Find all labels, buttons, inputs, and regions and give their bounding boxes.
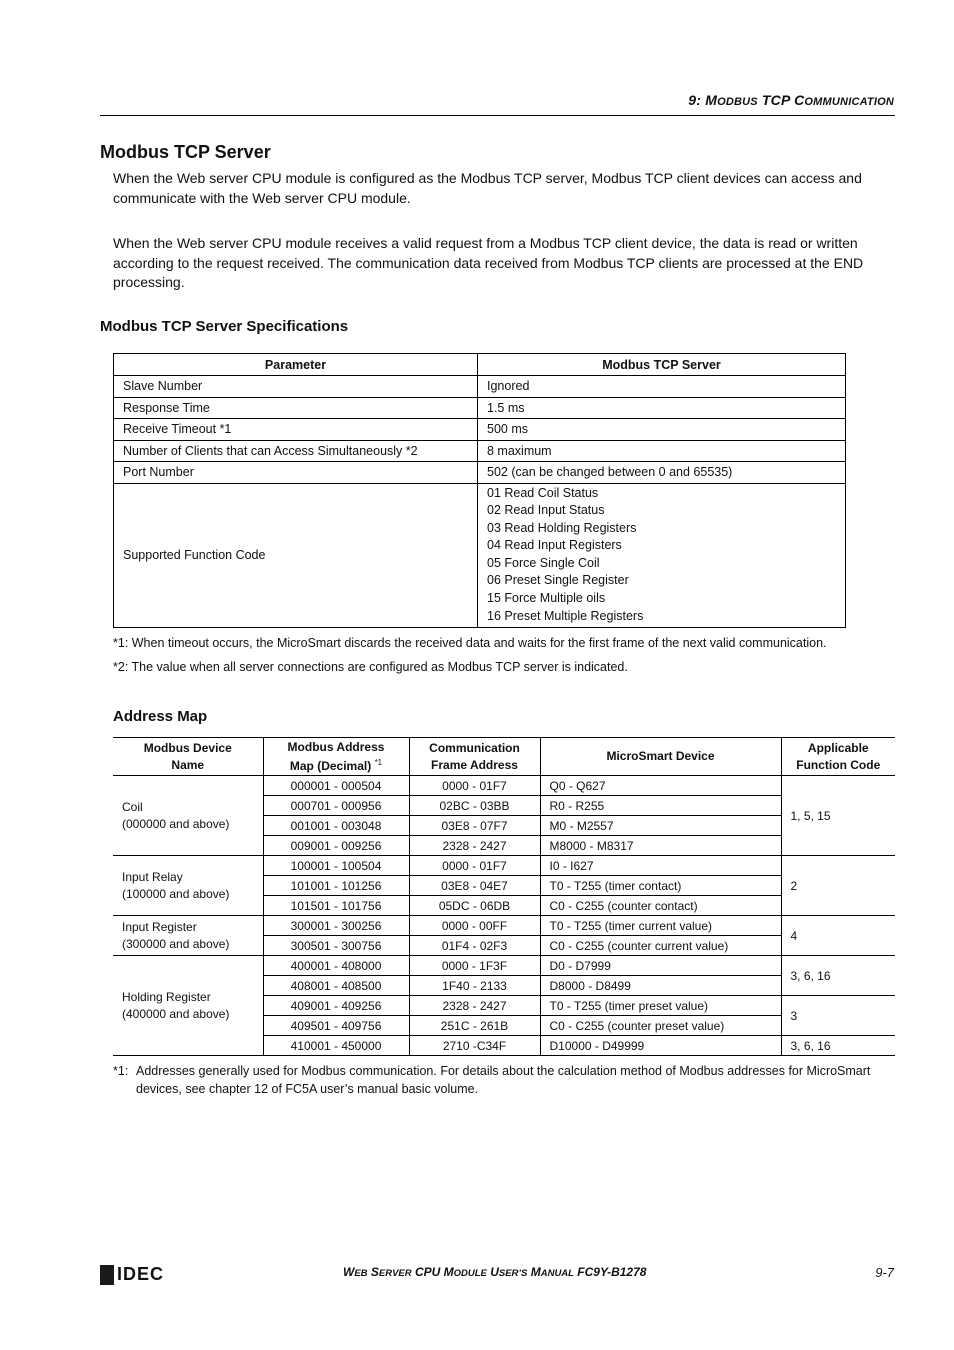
- spec-header-server: Modbus TCP Server: [478, 354, 846, 376]
- microsmart-device: D8000 - D8499: [540, 976, 781, 996]
- modbus-address: 409001 - 409256: [263, 996, 409, 1016]
- frame-address: 1F40 - 2133: [409, 976, 540, 996]
- modbus-address: 408001 - 408500: [263, 976, 409, 996]
- header-address-map: [263, 738, 409, 776]
- footer-title-part: S: [367, 1265, 379, 1279]
- microsmart-device: C0 - C255 (counter contact): [540, 896, 781, 916]
- chapter-header: [688, 92, 894, 108]
- device-name: Coil: [122, 800, 143, 814]
- spec-row-fc: [114, 483, 846, 628]
- modbus-address: 300001 - 300256: [263, 916, 409, 936]
- device-range: (400000 and above): [122, 1006, 230, 1021]
- function-code-item: 02 Read Input Status: [487, 503, 605, 518]
- microsmart-device: R0 - R255: [540, 796, 781, 816]
- logo-mark-icon: [100, 1265, 114, 1285]
- header-function-code: [781, 738, 895, 776]
- spec-fc-label: Supported Function Code: [114, 483, 478, 628]
- modbus-address: 300501 - 300756: [263, 936, 409, 956]
- function-code-item: 04 Read Input Registers: [487, 538, 622, 553]
- function-code-item: 05 Force Single Coil: [487, 555, 600, 570]
- chapter-title-part: ODBUS: [717, 96, 758, 108]
- spec-value: 8 maximum: [478, 440, 846, 462]
- footer-title-part: M: [527, 1265, 541, 1279]
- frame-address: 01F4 - 02F3: [409, 936, 540, 956]
- modbus-address: 409501 - 409756: [263, 1016, 409, 1036]
- function-code-item: 15 Force Multiple oils: [487, 591, 606, 606]
- function-code: 3, 6, 16: [781, 956, 895, 996]
- device-name-cell: [113, 856, 263, 916]
- frame-address: 2710 -C34F: [409, 1036, 540, 1056]
- spec-parameter: Slave Number: [114, 376, 478, 398]
- spec-row: [114, 376, 846, 398]
- frame-address: 03E8 - 07F7: [409, 816, 540, 836]
- header-function-line1: Applicable: [807, 741, 869, 755]
- footer-title-part: ANUAL: [540, 1268, 574, 1279]
- microsmart-device: C0 - C255 (counter preset value): [540, 1016, 781, 1036]
- header-device-name: [113, 738, 263, 776]
- footer-title-part: CPU M: [411, 1265, 454, 1279]
- spec-value: Ignored: [478, 376, 846, 398]
- section-title: Modbus TCP Server: [100, 142, 271, 162]
- spec-body: [114, 376, 846, 628]
- idec-logo: [100, 1264, 164, 1285]
- spec-value: 502 (can be changed between 0 and 65535): [478, 462, 846, 484]
- spec-row: [114, 419, 846, 441]
- device-name: Holding Register: [122, 990, 211, 1004]
- address-row: [113, 916, 895, 936]
- intro-paragraph-1: When the Web server CPU module is configured as the Modbus TCP server, Modbus TCP client devices can access and communicate with the Web server CPU module.: [113, 170, 862, 206]
- chapter-title: [705, 92, 894, 108]
- frame-address: 251C - 261B: [409, 1016, 540, 1036]
- address-header-row: [113, 738, 895, 776]
- modbus-address: 000001 - 000504: [263, 776, 409, 796]
- address-map-body: [113, 776, 895, 1056]
- device-range: (000000 and above): [122, 816, 230, 831]
- microsmart-device: I0 - I627: [540, 856, 781, 876]
- address-note-text: Addresses generally used for Modbus communication. For details about the calculation method of Modbus addresses for MicroSmart devices, see chapter 12 of FC5A user’s manual basic volume.: [136, 1064, 871, 1096]
- spec-parameter: Response Time: [114, 397, 478, 419]
- spec-parameter: Receive Timeout *1: [114, 419, 478, 441]
- header-rule: [100, 115, 895, 116]
- footer-manual-title: [343, 1265, 646, 1279]
- microsmart-device: T0 - T255 (timer preset value): [540, 996, 781, 1016]
- modbus-address: 000701 - 000956: [263, 796, 409, 816]
- frame-address: 0000 - 1F3F: [409, 956, 540, 976]
- footer-title-part: W: [343, 1265, 355, 1279]
- device-name: Input Relay: [122, 870, 183, 884]
- header-address-map-line1: Modbus Address: [287, 739, 385, 754]
- footer-title-part: ODULE: [453, 1268, 487, 1279]
- microsmart-device: T0 - T255 (timer current value): [540, 916, 781, 936]
- microsmart-device: T0 - T255 (timer contact): [540, 876, 781, 896]
- frame-address: 2328 - 2427: [409, 996, 540, 1016]
- header-frame-line1: Communication: [429, 741, 520, 755]
- address-map-table: [113, 737, 895, 1056]
- frame-address: 03E8 - 04E7: [409, 876, 540, 896]
- device-name: Input Register: [122, 920, 197, 934]
- device-range: (300000 and above): [122, 936, 230, 951]
- function-code: 1, 5, 15: [781, 776, 895, 856]
- header-device-name-line1: Modbus Device: [143, 741, 232, 755]
- function-code: 3: [781, 996, 895, 1036]
- function-code-item: 03 Read Holding Registers: [487, 520, 637, 535]
- header-address-map-footnote: *1: [374, 758, 383, 767]
- function-code-item: 16 Preset Multiple Registers: [487, 608, 644, 623]
- header-frame-line2: Frame Address: [431, 757, 518, 772]
- spec-parameter: Number of Clients that can Access Simultaneously *2: [114, 440, 478, 462]
- header-device-name-line2: Name: [171, 757, 205, 772]
- microsmart-device: D0 - D7999: [540, 956, 781, 976]
- modbus-address: 100001 - 100504: [263, 856, 409, 876]
- spec-row: [114, 440, 846, 462]
- frame-address: 0000 - 01F7: [409, 776, 540, 796]
- modbus-address: 101001 - 101256: [263, 876, 409, 896]
- frame-address: 02BC - 03BB: [409, 796, 540, 816]
- chapter-title-part: OMMUNICATION: [804, 96, 894, 108]
- address-map-title: Address Map: [113, 708, 208, 725]
- microsmart-device: M8000 - M8317: [540, 836, 781, 856]
- chapter-number: 9:: [688, 92, 706, 108]
- frame-address: 2328 - 2427: [409, 836, 540, 856]
- address-row: [113, 956, 895, 976]
- footer-title-part: FC9Y-B1278: [573, 1265, 647, 1279]
- spec-header-row: [114, 354, 846, 376]
- header-microsmart-device: MicroSmart Device: [540, 738, 781, 776]
- footer-title-part: EB: [354, 1268, 368, 1279]
- device-name-cell: [113, 776, 263, 856]
- function-code: 2: [781, 856, 895, 916]
- device-name-cell: [113, 916, 263, 956]
- microsmart-device: C0 - C255 (counter current value): [540, 936, 781, 956]
- spec-row: [114, 462, 846, 484]
- spec-value: 500 ms: [478, 419, 846, 441]
- spec-value: 1.5 ms: [478, 397, 846, 419]
- chapter-title-part: M: [705, 92, 718, 108]
- microsmart-device: Q0 - Q627: [540, 776, 781, 796]
- modbus-address: 101501 - 101756: [263, 896, 409, 916]
- modbus-address: 009001 - 009256: [263, 836, 409, 856]
- microsmart-device: M0 - M2557: [540, 816, 781, 836]
- spec-parameter: Port Number: [114, 462, 478, 484]
- chapter-title-part: C: [794, 92, 805, 108]
- frame-address: 05DC - 06DB: [409, 896, 540, 916]
- footer-title-part: ERVER: [378, 1268, 412, 1279]
- spec-row: [114, 397, 846, 419]
- footer-page-number: 9-7: [875, 1265, 894, 1280]
- logo-wordmark: IDEC: [117, 1264, 165, 1284]
- frame-address: 0000 - 01F7: [409, 856, 540, 876]
- function-code-item: 06 Preset Single Register: [487, 573, 629, 588]
- footer-title-part: SER’S: [498, 1268, 528, 1279]
- header-address-map-line2: Map (Decimal): [289, 759, 372, 773]
- microsmart-device: D10000 - D49999: [540, 1036, 781, 1056]
- header-frame-address: [409, 738, 540, 776]
- spec-fc-list: [478, 483, 846, 628]
- function-code-item: 01 Read Coil Status: [487, 485, 599, 500]
- modbus-address: 001001 - 003048: [263, 816, 409, 836]
- header-function-line2: Function Code: [796, 757, 881, 772]
- address-map-note: [113, 1062, 883, 1098]
- chapter-title-part: TCP: [757, 92, 795, 108]
- spec-header-parameter: Parameter: [114, 354, 478, 376]
- modbus-address: 410001 - 450000: [263, 1036, 409, 1056]
- address-note-label: *1:: [113, 1064, 129, 1078]
- footer-title-part: U: [486, 1265, 499, 1279]
- intro-paragraph-2: When the Web server CPU module receives a valid request from a Modbus TCP client device, the data is read or written according to the request received. The communication data received from Modbus TCP clients are processed at the END processing.: [113, 235, 864, 290]
- spec-note-2: *2: The value when all server connections are configured as Modbus TCP server is indicated.: [113, 660, 628, 674]
- modbus-address: 400001 - 408000: [263, 956, 409, 976]
- function-code: 3, 6, 16: [781, 1036, 895, 1056]
- spec-table: [113, 353, 846, 628]
- frame-address: 0000 - 00FF: [409, 916, 540, 936]
- spec-note-1: *1: When timeout occurs, the MicroSmart discards the received data and waits for the first frame of the next valid communication.: [113, 636, 827, 650]
- address-row: [113, 856, 895, 876]
- specs-title: Modbus TCP Server Specifications: [100, 318, 349, 335]
- address-row: [113, 776, 895, 796]
- device-range: (100000 and above): [122, 886, 230, 901]
- function-code: 4: [781, 916, 895, 956]
- device-name-cell: [113, 956, 263, 1056]
